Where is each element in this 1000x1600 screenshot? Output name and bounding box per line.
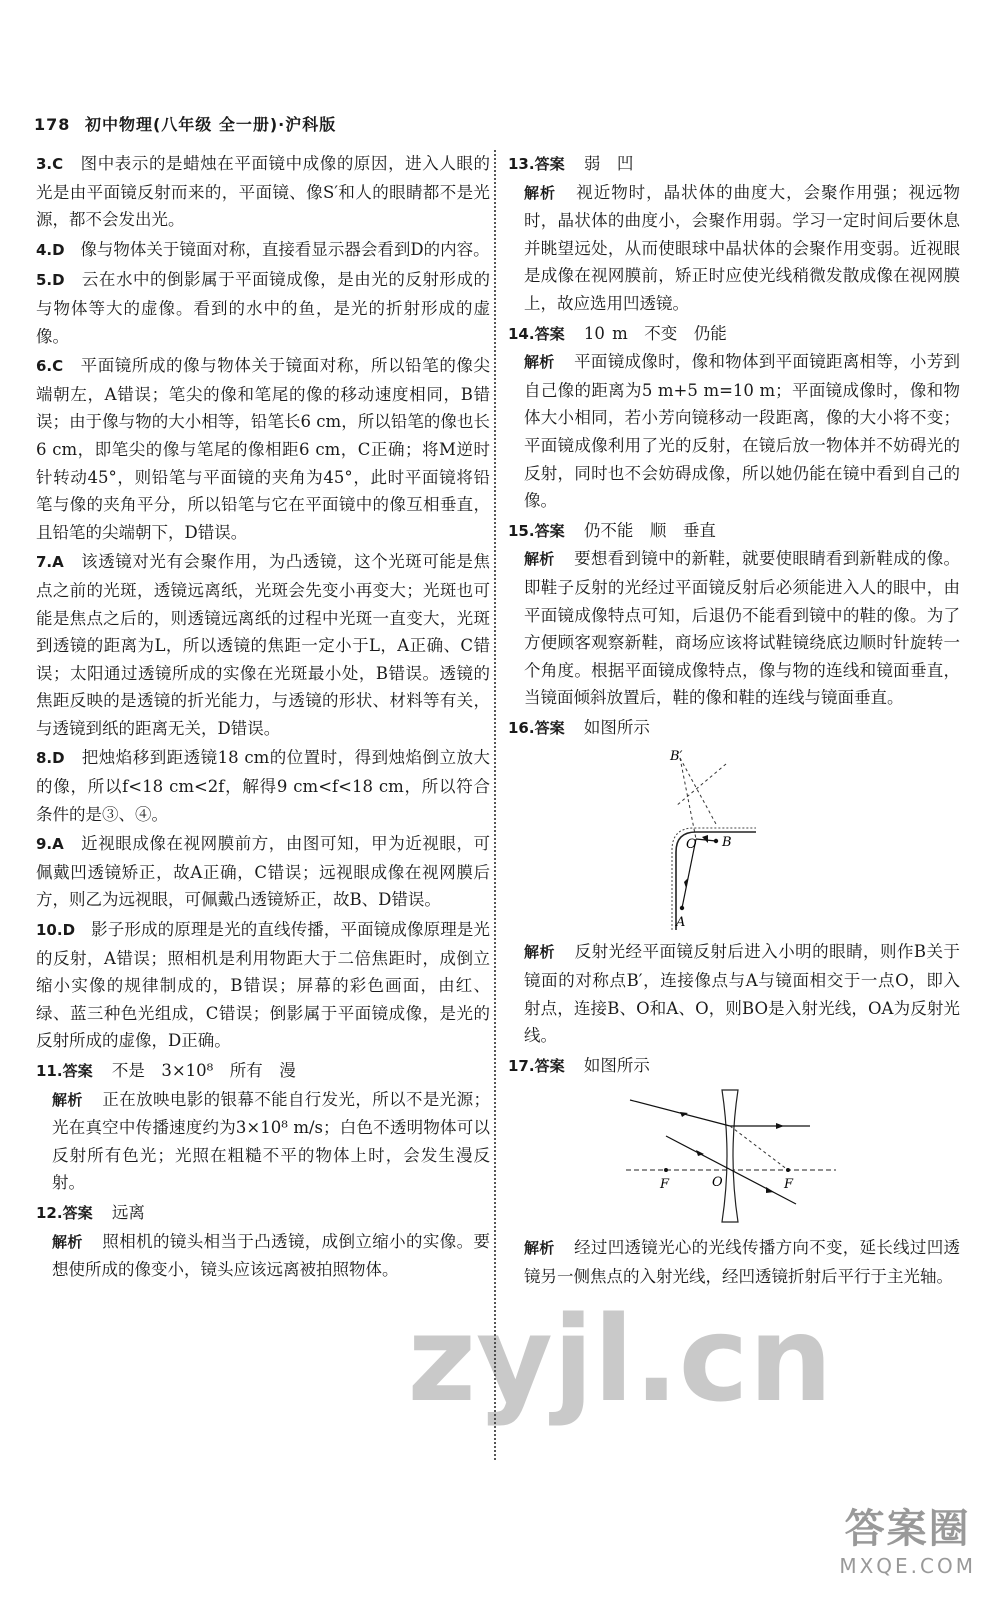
analysis-label: 解析: [52, 1232, 83, 1251]
answer-entry-12: [36, 1199, 490, 1284]
answer-entry-14: [508, 320, 960, 515]
answer-entry-15: [508, 517, 960, 712]
book-title: 初中物理(八年级 全一册)·沪科版: [84, 115, 337, 134]
page-header: [34, 112, 336, 135]
answer-text: 如图所示: [583, 717, 650, 737]
label-b-prime: B′: [670, 749, 683, 765]
entry-text: 平面镜所成的像与物体关于镜面对称，所以铅笔的像尖端朝左，A错误；笔尖的像和笔尾的像的移动速度相同，B错误；由于像与物的大小相等，铅笔长6 cm，所以铅笔的像也长6 cm，即笔尖的像与笔尾的像相距6 cm，C正确；将M逆时针转动45°，则铅笔与平面镜的夹角为45°，此时平面镜将铅笔与像的夹角平分，所以铅笔与它在平面镜中的像互相垂直，且铅笔的尖端朝下，D错误。: [36, 356, 490, 542]
answer-entry-11: [36, 1057, 490, 1197]
answer-label: 答案: [534, 1056, 565, 1075]
answer-entry-6: [36, 352, 490, 546]
analysis-text: 视近物时，晶状体的曲度大，会聚作用强；视远物时，晶状体的曲度小，会聚作用弱。学习一定时间后要休息并眺望远处，从而使眼球中晶状体的会聚作用变弱。近视眼是成像在视网膜前，矫正时应使光线稍微发散成像在视网膜上，故应选用凹透镜。: [524, 182, 960, 313]
right-column: [508, 150, 960, 1293]
answer-entry-17: [508, 1052, 960, 1291]
entry-number: 6.C: [36, 357, 64, 376]
entry-text: 云在水中的倒影属于平面镜成像，是由光的反射形成的与物体等大的虚像。看到的水中的鱼，是光的折射形成的虚像。: [36, 270, 490, 346]
answer-entry-4: [36, 236, 490, 265]
entry-number: 4.D: [36, 240, 65, 259]
answer-text: 如图所示: [583, 1055, 650, 1075]
label-b: B: [722, 835, 732, 851]
analysis-text: 照相机的镜头相当于凸透镜，成倒立缩小的实像。要想使所成的像变小，镜头应该远离被拍照物体。: [52, 1231, 491, 1280]
entry-number: 8.D: [36, 749, 65, 768]
normal-line: [676, 764, 726, 806]
entry-number: 3.C: [36, 155, 64, 173]
analysis-label: 解析: [524, 943, 555, 962]
label-f-right: F: [784, 1177, 794, 1193]
answer-entry-3: [36, 150, 490, 234]
answer-entry-7: [36, 548, 490, 742]
answer-text: 10 m 不变 仍能: [583, 323, 727, 343]
answer-entry-5: [36, 266, 490, 350]
answer-label: 答案: [534, 521, 565, 540]
entry-number: 10.D: [36, 921, 76, 940]
analysis-text: 平面镜成像时，像和物体到平面镜距离相等，小芳到自己像的距离为5 m+5 m=10 m；平面镜成像时，像和物体大小相同，若小芳向镜移动一段距离，像的大小将不变；平面镜成像利用了光的反射，在镜后放一物体并不妨碍光的反射，同时也不会妨碍成像，所以她仍能在镜中看到自己的像。: [524, 352, 961, 511]
entry-number: 5.D: [36, 271, 65, 290]
answer-label: 答案: [534, 324, 565, 343]
concave-lens: [722, 1090, 738, 1222]
answer-entry-8: [36, 744, 490, 828]
analysis-text: 反射光经平面镜反射后进入小明的眼睛，则作B关于镜面的对称点B′，连接像点与A与镜面相交于一点O，即入射点，连接B、O和A、O，则BO是入射光线，OA为反射光线。: [524, 942, 960, 1046]
focus-right: [786, 1168, 790, 1172]
answer-label: 答案: [534, 155, 565, 173]
label-a: A: [676, 915, 686, 931]
entry-text: 把烛焰移到距透镜18 cm的位置时，得到烛焰倒立放大的像，所以f<18 cm<2f，解得9 cm<f<18 cm，所以符合条件的是③、④。: [36, 748, 490, 824]
watermark-corner-url: MXQE.COM: [839, 1554, 976, 1578]
answer-entry-10: [36, 916, 490, 1055]
analysis-label: 解析: [524, 183, 556, 202]
page-number: 178: [34, 115, 71, 134]
virtual-ray: [680, 758, 696, 839]
mirror-reflection-diagram: [636, 748, 756, 930]
entry-number: 14.: [508, 324, 535, 343]
focus-left: [664, 1168, 668, 1172]
watermark-corner: [839, 1497, 976, 1578]
concave-lens-diagram: [626, 1086, 836, 1226]
entry-number: 13.: [508, 155, 535, 173]
entry-number: 7.A: [36, 553, 64, 572]
answer-entry-9: [36, 830, 490, 914]
entry-number: 15.: [508, 521, 535, 540]
ray-extension: [730, 1126, 788, 1170]
entry-text: 像与物体关于镜面对称，直接看显示器会看到D的内容。: [80, 239, 490, 259]
left-column: [36, 150, 490, 1286]
arrow-4: [766, 1187, 774, 1193]
answer-text: 不是 3×10⁸ 所有 漫: [111, 1061, 296, 1080]
answer-text: 弱 凹: [583, 154, 634, 173]
answer-text: 远离: [111, 1202, 145, 1222]
ray-incident-1: [630, 1100, 730, 1126]
analysis-text: 经过凹透镜光心的光线传播方向不变，延长线过凹透镜另一侧焦点的入射光线，经凹透镜折射后平行于主光轴。: [524, 1238, 961, 1287]
answer-label: 答案: [62, 1203, 93, 1222]
point-a: [680, 906, 684, 910]
answer-entry-13: [508, 150, 960, 318]
entry-number: 9.A: [36, 835, 64, 854]
analysis-label: 解析: [524, 550, 555, 569]
analysis-label: 解析: [524, 1239, 555, 1258]
answer-entry-16: [508, 714, 960, 1050]
answer-label: 答案: [534, 718, 565, 737]
watermark-center: zyjl.cn: [407, 1290, 833, 1428]
entry-text: 影子形成的原理是光的直线传播，平面镜成像原理是光的反射，A错误；照相机是利用物距大于二倍焦距时，成倒立缩小实像的规律制成的，B错误；屏幕的彩色画面，由红、绿、蓝三种色光组成，C错误；倒影属于平面镜成像，是光的反射所成的虚像，D正确。: [36, 920, 490, 1051]
answer-label: 答案: [62, 1062, 93, 1080]
entry-number: 11.: [36, 1062, 63, 1080]
column-divider: [494, 150, 496, 1460]
arrow-2: [776, 1123, 784, 1129]
point-b: [714, 839, 718, 843]
label-o: O: [712, 1175, 723, 1191]
analysis-label: 解析: [52, 1090, 83, 1109]
entry-number: 16.: [508, 718, 535, 737]
answer-text: 仍不能 顺 垂直: [583, 520, 716, 540]
entry-number: 12.: [36, 1203, 63, 1222]
arrow-incident: [702, 835, 708, 843]
entry-text: 近视眼成像在视网膜前方，由图可知，甲为近视眼，可佩戴凹透镜矫正，故A正确，C错误；远视眼成像在视网膜后方，则乙为远视眼，可佩戴凸透镜矫正，故B、D错误。: [36, 834, 490, 910]
entry-text: 图中表示的是蜡烛在平面镜中成像的原因，进入人眼的光是由平面镜反射而来的，平面镜、像S′和人的眼睛都不是光源，都不会发出光。: [36, 154, 490, 230]
entry-number: 17.: [508, 1056, 535, 1075]
analysis-label: 解析: [524, 353, 555, 372]
analysis-text: 正在放映电影的银幕不能自行发光，所以不是光源；光在真空中传播速度约为3×10⁸ m/s；白色不透明物体可以反射所有色光；光照在粗糙不平的物体上时，会发生漫反射。: [52, 1089, 491, 1193]
image-line: [680, 758, 716, 824]
entry-text: 该透镜对光有会聚作用，为凸透镜，这个光斑可能是焦点之前的光斑，透镜远离纸，光斑会先变小再变大；光斑也可能是焦点之后的，则透镜远离纸的过程中光斑一直变大，光斑到透镜的距离为L，所以透镜的焦距一定小于L，A正确、C错误；太阳通过透镜所成的实像在光斑最小处，B错误。透镜的焦距反映的是透镜的折光能力，与透镜的形状、材料等有关，与透镜到纸的距离无关，D错误。: [36, 552, 490, 738]
label-f-left: F: [660, 1177, 670, 1193]
label-o: O: [686, 837, 697, 853]
watermark-corner-title: 答案圈: [844, 1506, 971, 1552]
analysis-text: 要想看到镜中的新鞋，就要使眼睛看到新鞋成的像。即鞋子反射的光经过平面镜反射后必须能进入人的眼中，由平面镜成像特点可知，后退仍不能看到镜中的鞋的像。为了方便顾客观察新鞋，商场应该将试鞋镜绕底边顺时针旋转一个角度。根据平面镜成像特点，像与物的连线和镜面垂直，当镜面倾斜放置后，鞋的像和鞋的连线与镜面垂直。: [524, 549, 961, 708]
